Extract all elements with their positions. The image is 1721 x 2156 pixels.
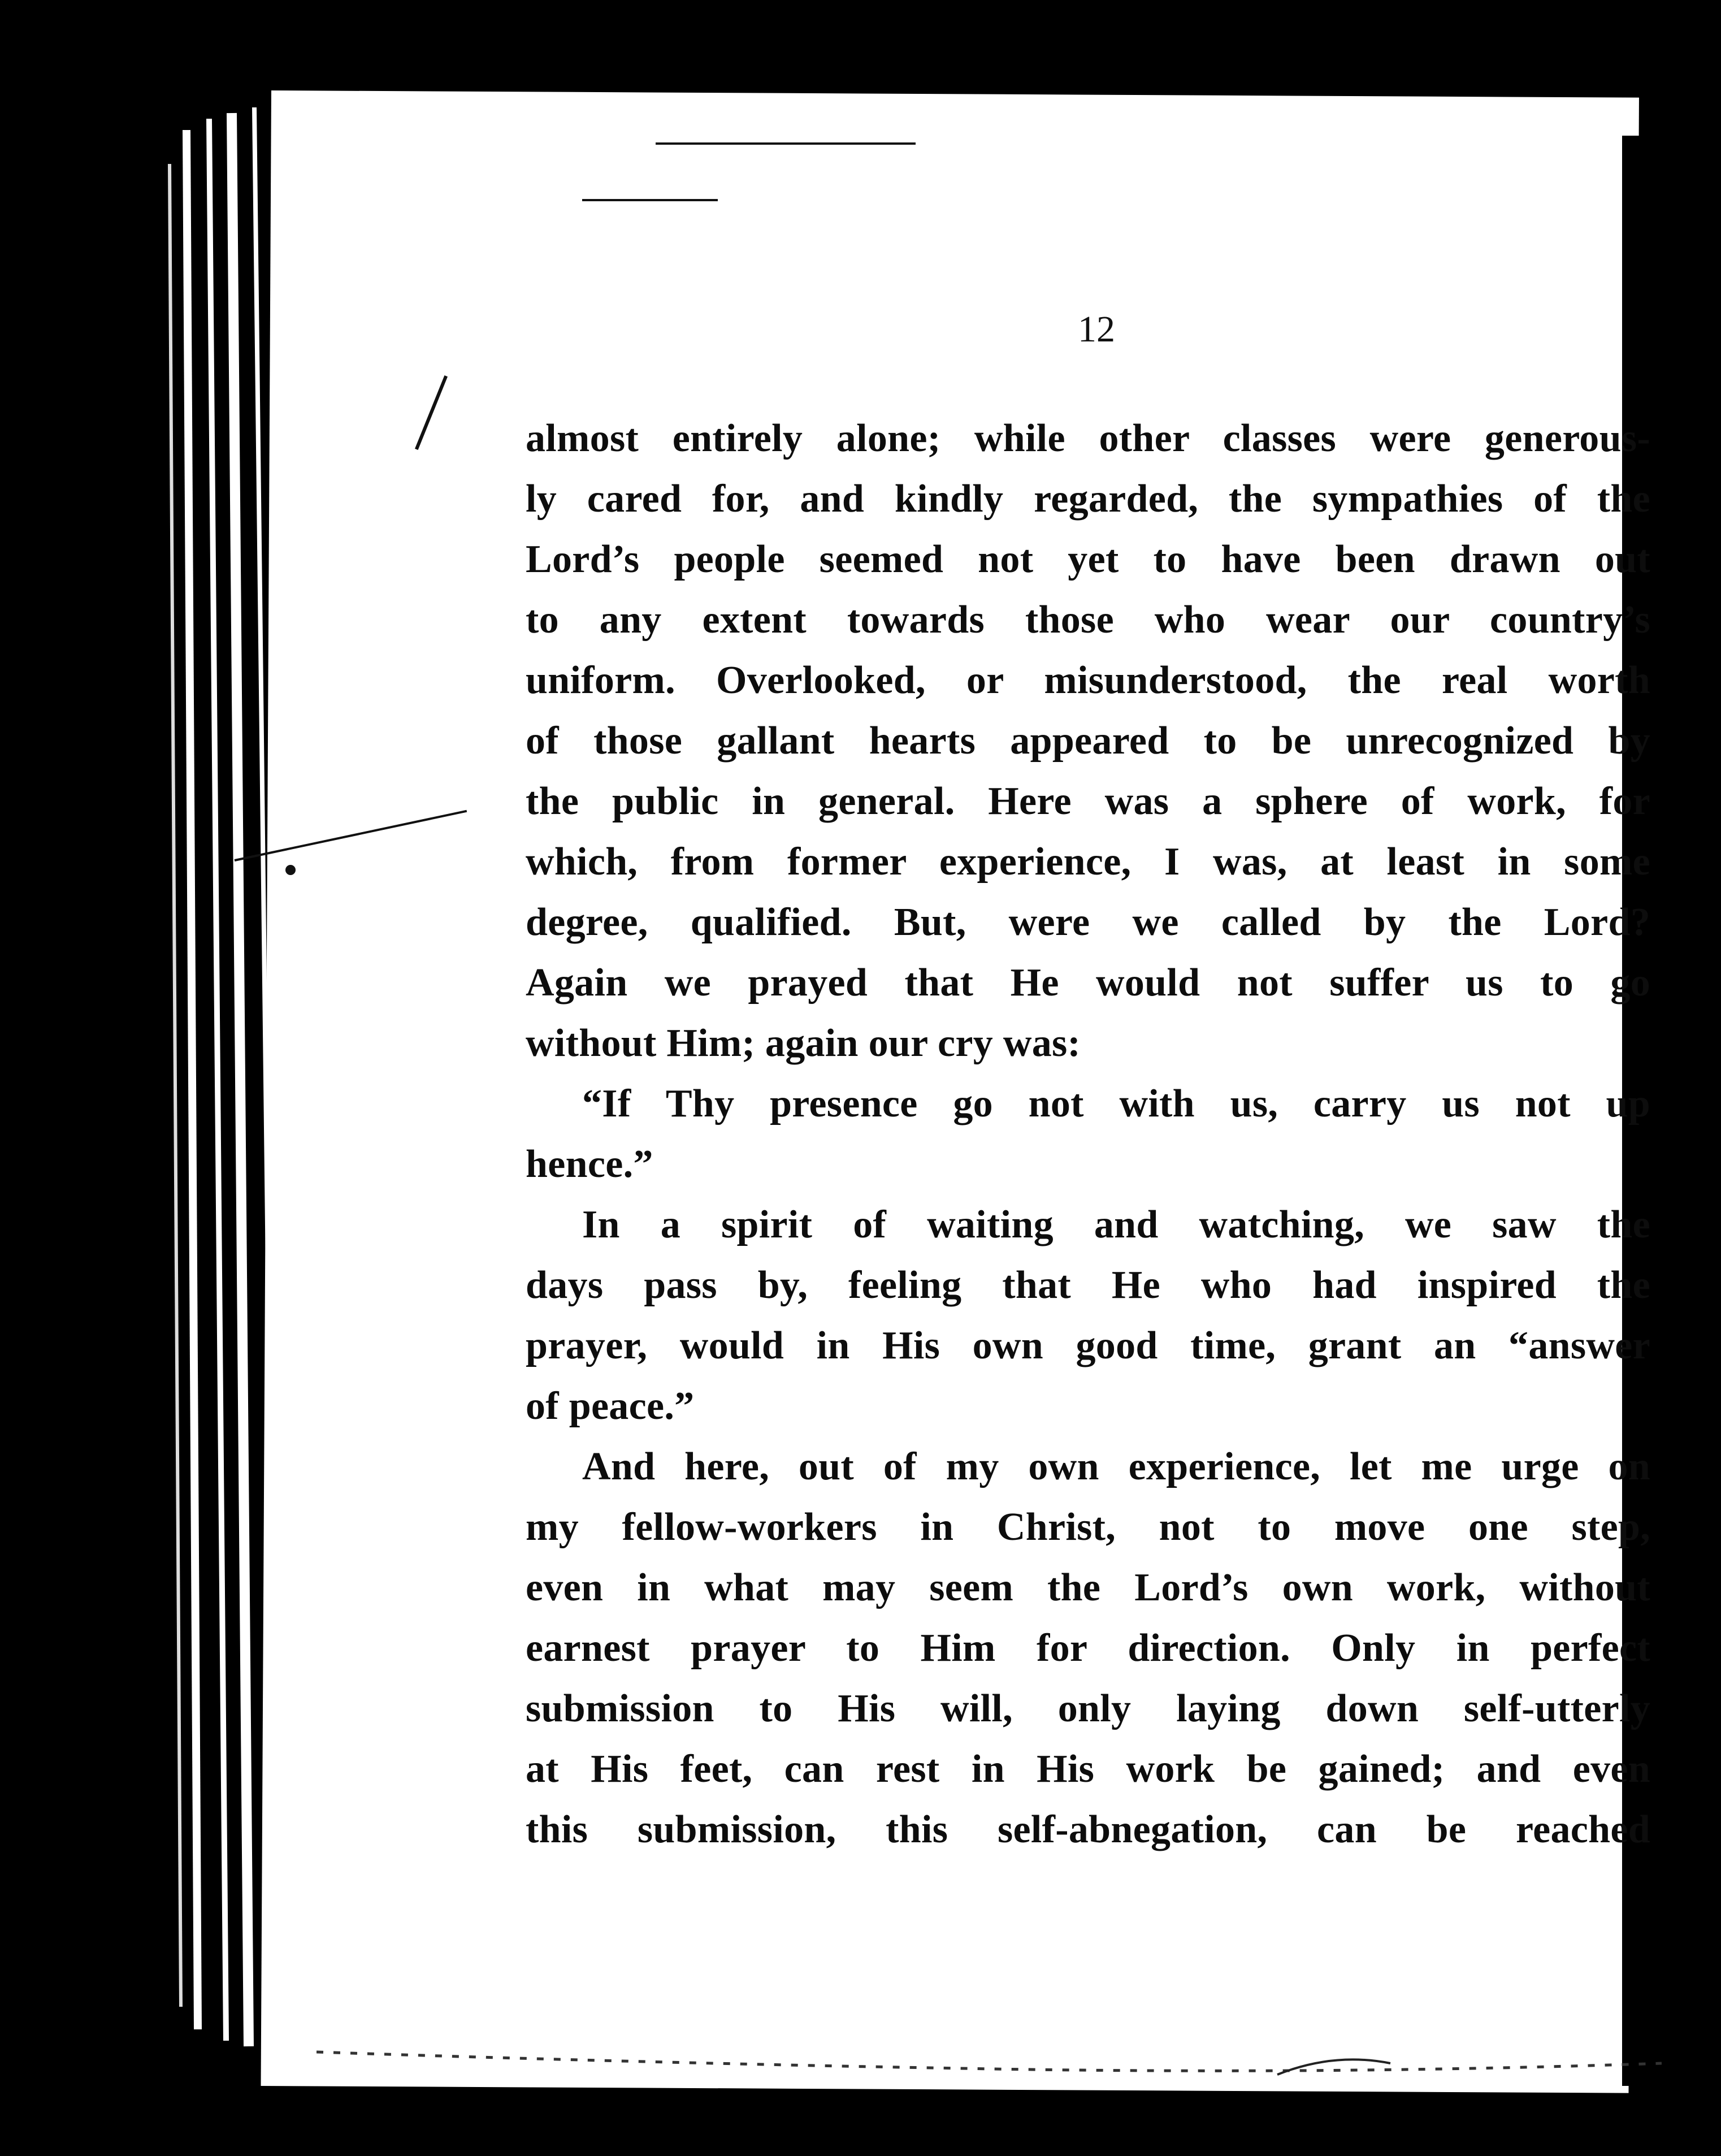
text-line: hence.” [526,1142,653,1186]
top-dash-line [582,199,718,201]
text-line: days pass by, feeling that He who had inspired the [526,1263,1650,1307]
text-line: ly cared for, and kindly regarded, the sympathies of the [526,477,1650,521]
text-line: the public in general. Here was a sphere of work, for [526,780,1650,823]
text-line: submission to His will, only laying down self-utterly [526,1687,1650,1730]
text-line: even in what may seem the Lord’s own work, without [526,1566,1650,1609]
text-line: to any extent towards those who wear our country’s [526,598,1650,642]
text-line: this submission, this self-abnegation, can be reached [526,1808,1650,1851]
text-line: degree, qualified. But, were we called by the Lord? [526,901,1650,944]
margin-dot [285,865,296,875]
text-line: earnest prayer to Him for direction. Only in perfect [526,1626,1650,1670]
text-line: without Him; again our cry was: [526,1021,1081,1065]
text-line: of peace.” [526,1384,695,1428]
top-rule-line [656,142,916,145]
body-text [526,408,1650,1860]
page-bottom-edge [317,2029,1662,2092]
text-line: my fellow-workers in Christ, not to move one step, [526,1505,1650,1549]
text-line: In a spirit of waiting and watching, we saw the [582,1203,1650,1246]
text-line: uniform. Overlooked, or misunderstood, the real worth [526,659,1650,702]
text-line: Lord’s people seemed not yet to have been drawn out [526,538,1650,581]
text-line: at His feet, can rest in His work be gained; and even [526,1747,1650,1791]
text-line: prayer, would in His own good time, grant an “answer [526,1324,1650,1367]
text-line: almost entirely alone; while other classes were generous- [526,417,1650,460]
text-line: Again we prayed that He would not suffer us to go [526,961,1650,1005]
text-line: of those gallant hearts appeared to be unrecognized by [526,719,1650,763]
text-line: And here, out of my own experience, let me urge on [582,1445,1650,1488]
page-number: 12 [1078,309,1115,350]
text-line: which, from former experience, I was, at least in some [526,840,1650,884]
text-line: “If Thy presence go not with us, carry us not up [582,1082,1650,1125]
